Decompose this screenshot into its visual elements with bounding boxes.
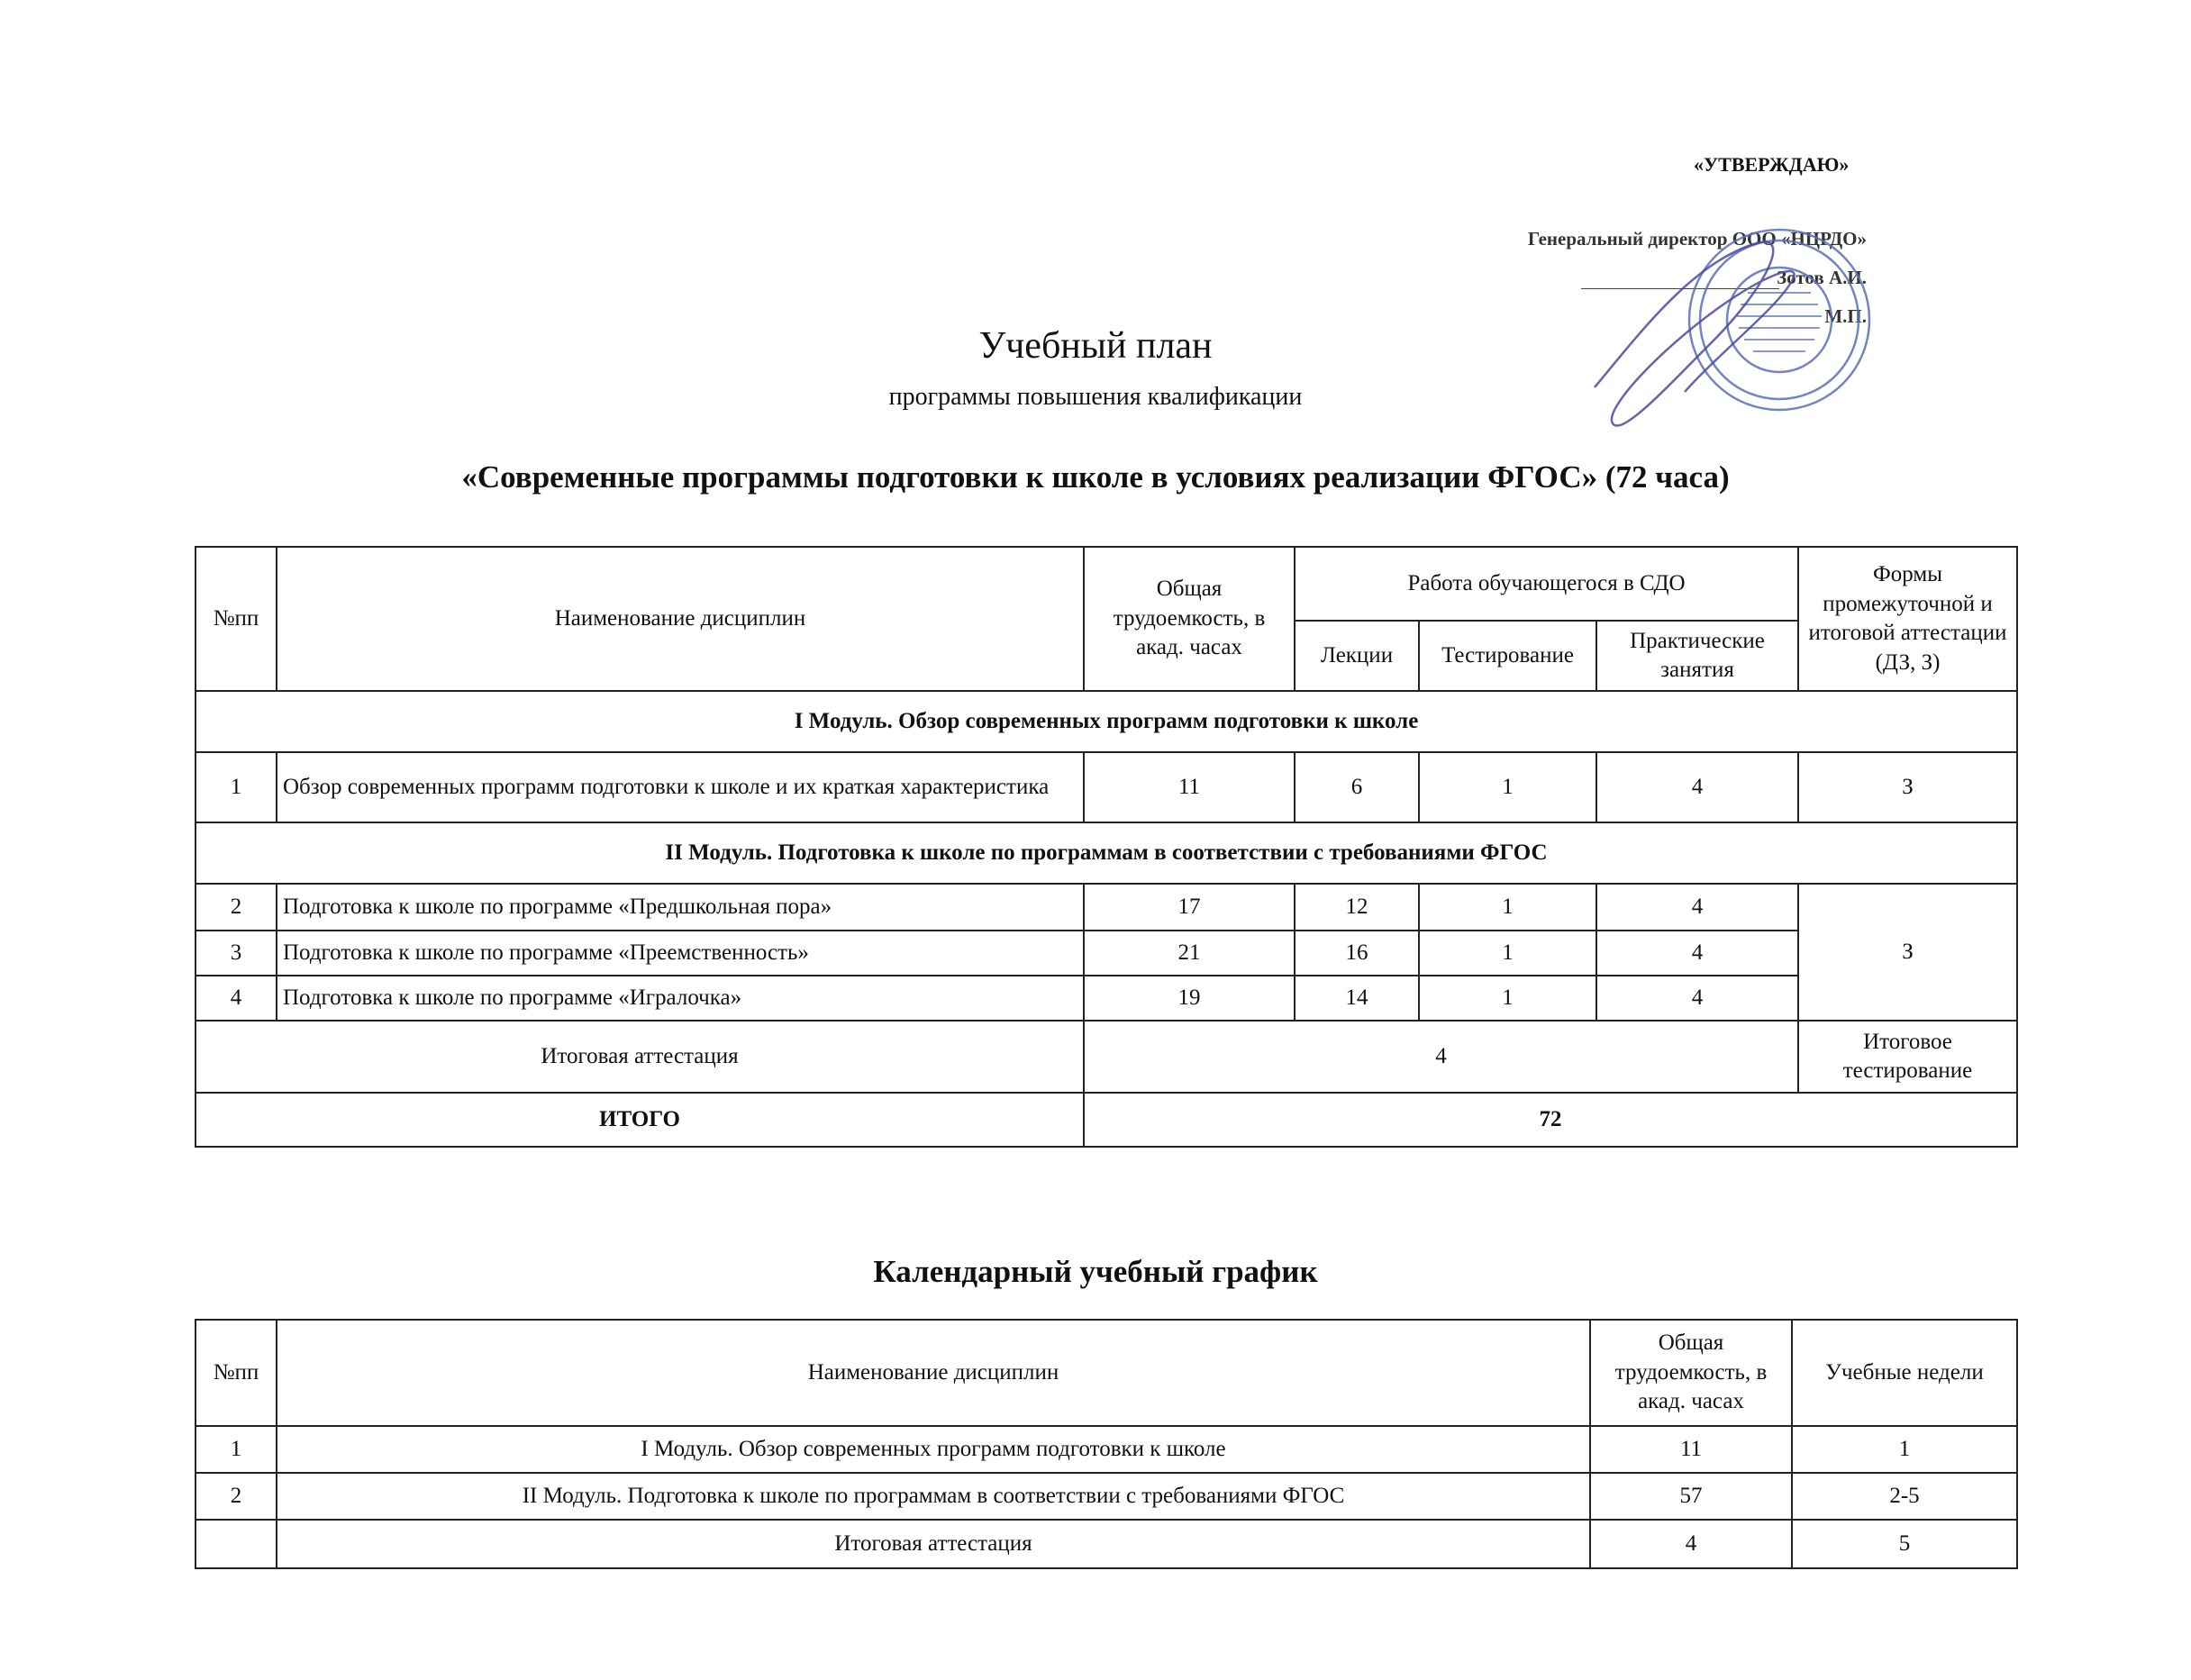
total-label: ИТОГО: [195, 1093, 1084, 1147]
row-total: 17: [1084, 884, 1295, 931]
module-row: [195, 822, 2017, 884]
program-title: «Современные программы подготовки к школе в условиях реализации ФГОС» (72 часа): [461, 459, 1730, 495]
row-name: Подготовка к школе по программе «Игралочка»: [277, 976, 1084, 1021]
row-lectures: 12: [1295, 884, 1419, 931]
row-testing: 1: [1419, 884, 1596, 931]
schedule-table: [195, 1319, 2018, 1569]
curriculum-table: [195, 546, 2018, 1148]
row-name: Подготовка к школе по программе «Предшкольная пора»: [277, 884, 1084, 931]
table-row: [195, 1426, 2017, 1473]
col-header-name: Наименование дисциплин: [277, 547, 1084, 691]
table-row: [195, 884, 2017, 931]
col-header-num: №пп: [195, 547, 277, 691]
total-row: [195, 1093, 2017, 1147]
module-2-form: З: [1798, 884, 2017, 1021]
row-num: 2: [195, 884, 277, 931]
table-row: [195, 1473, 2017, 1520]
approval-mp: М.П.: [1824, 305, 1867, 327]
row-testing: 1: [1419, 976, 1596, 1021]
module-1-title: I Модуль. Обзор современных программ подготовки к школе: [195, 691, 2017, 752]
row-name: II Модуль. Подготовка к школе по программам в соответствии с требованиями ФГОС: [277, 1473, 1590, 1520]
row-total: 19: [1084, 976, 1295, 1021]
row-name: Подготовка к школе по программе «Преемственность»: [277, 931, 1084, 976]
module-2-title: II Модуль. Подготовка к школе по программам в соответствии с требованиями ФГОС: [195, 822, 2017, 884]
final-attestation-row: [195, 1021, 2017, 1093]
row-total: 11: [1084, 752, 1295, 822]
row-lectures: 16: [1295, 931, 1419, 976]
table-row: [195, 976, 2017, 1021]
approval-name: Зотов А.И.: [1777, 267, 1867, 288]
row-total: 57: [1590, 1473, 1792, 1520]
row-weeks: 1: [1792, 1426, 2017, 1473]
col-header-name: Наименование дисциплин: [277, 1320, 1590, 1426]
module-row: [195, 691, 2017, 752]
row-form: З: [1798, 752, 2017, 822]
row-lectures: 6: [1295, 752, 1419, 822]
final-form: Итоговое тестирование: [1798, 1021, 2017, 1093]
col-header-work-group: Работа обучающегося в СДО: [1295, 547, 1798, 621]
schedule-title: Календарный учебный график: [873, 1254, 1318, 1289]
final-label: Итоговая аттестация: [195, 1021, 1084, 1093]
row-total: 21: [1084, 931, 1295, 976]
row-practice: 4: [1596, 976, 1798, 1021]
row-practice: 4: [1596, 931, 1798, 976]
col-header-num: №пп: [195, 1320, 277, 1426]
table-row: [195, 931, 2017, 976]
row-num: 4: [195, 976, 277, 1021]
col-header-forms: Формы промежуточной и итоговой аттестации (ДЗ, З): [1798, 547, 2017, 691]
row-num: [195, 1520, 277, 1568]
row-name: Обзор современных программ подготовки к школе и их краткая характеристика: [277, 752, 1084, 822]
col-header-total: Общая трудоемкость, в акад. часах: [1084, 547, 1295, 691]
row-name: Итоговая аттестация: [277, 1520, 1590, 1568]
table-row: [195, 1520, 2017, 1568]
plan-title: Учебный план: [978, 325, 1213, 367]
row-practice: 4: [1596, 884, 1798, 931]
row-weeks: 5: [1792, 1520, 2017, 1568]
col-header-lectures: Лекции: [1295, 621, 1419, 691]
row-weeks: 2-5: [1792, 1473, 2017, 1520]
row-name: I Модуль. Обзор современных программ подготовки к школе: [277, 1426, 1590, 1473]
col-header-total: Общая трудоемкость, в акад. часах: [1590, 1320, 1792, 1426]
table-row: [195, 752, 2017, 822]
row-testing: 1: [1419, 752, 1596, 822]
plan-subtitle: программы повышения квалификации: [888, 383, 1303, 411]
row-practice: 4: [1596, 752, 1798, 822]
header-row: [195, 1320, 2017, 1426]
approval-director: Генеральный директор ООО «НЦРДО»: [1527, 228, 1867, 250]
row-testing: 1: [1419, 931, 1596, 976]
row-lectures: 14: [1295, 976, 1419, 1021]
final-hours: 4: [1084, 1021, 1798, 1093]
approval-title: «УТВЕРЖДАЮ»: [1694, 153, 1850, 176]
row-total: 11: [1590, 1426, 1792, 1473]
header-row: [195, 547, 2017, 621]
row-num: 2: [195, 1473, 277, 1520]
col-header-practice: Практические занятия: [1596, 621, 1798, 691]
row-num: 3: [195, 931, 277, 976]
total-hours: 72: [1084, 1093, 2017, 1147]
row-num: 1: [195, 752, 277, 822]
row-total: 4: [1590, 1520, 1792, 1568]
col-header-testing: Тестирование: [1419, 621, 1596, 691]
row-num: 1: [195, 1426, 277, 1473]
col-header-weeks: Учебные недели: [1792, 1320, 2017, 1426]
